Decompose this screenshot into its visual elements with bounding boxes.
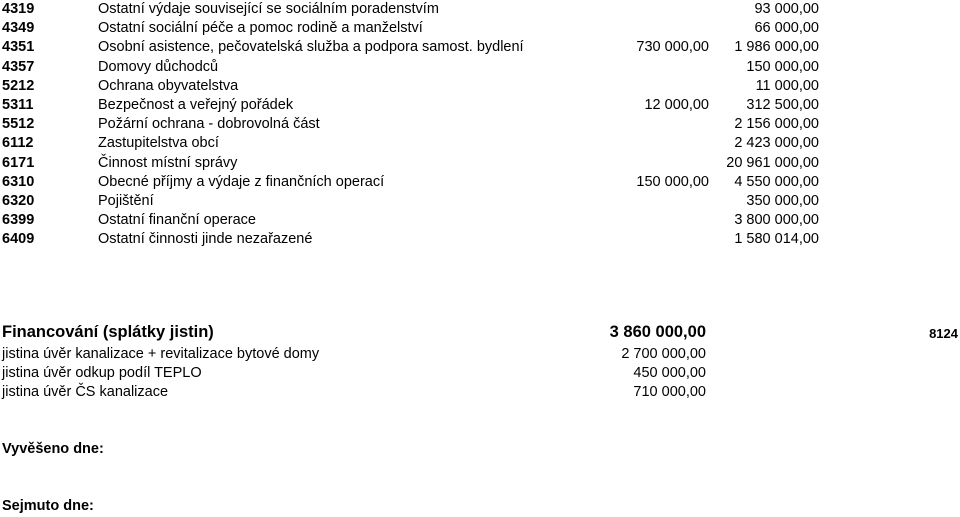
financing-item-amount: 450 000,00	[633, 365, 706, 381]
row-code: 5311	[2, 96, 34, 113]
financing-item-amount: 710 000,00	[633, 384, 706, 400]
row-name: Ochrana obyvatelstva	[98, 77, 239, 94]
table-row	[0, 192, 960, 211]
row-code: 4319	[2, 1, 35, 17]
row-amount-2: 2 423 000,00	[734, 135, 819, 152]
row-code: 4349	[2, 20, 35, 37]
financing-total: 3 860 000,00	[609, 323, 706, 341]
row-code: 4357	[2, 58, 35, 75]
financing-item-label: jistina úvěr kanalizace + revitalizace bytové domy	[2, 346, 320, 362]
table-row	[0, 77, 960, 96]
row-code: 6409	[2, 231, 35, 248]
row-amount-2: 20 961 000,00	[726, 154, 819, 171]
row-amount-2: 93 000,00	[754, 1, 819, 17]
table-row	[0, 0, 960, 19]
row-code: 5512	[2, 116, 35, 133]
budget-table	[0, 0, 960, 249]
row-code: 6112	[2, 135, 34, 152]
table-row	[0, 19, 960, 38]
row-name: Ostatní výdaje související se sociálním poradenstvím	[98, 1, 439, 17]
row-name: Činnost místní správy	[98, 154, 238, 171]
row-code: 6310	[2, 173, 35, 190]
financing-item-amount: 2 700 000,00	[621, 346, 706, 362]
row-amount-2: 312 500,00	[746, 96, 819, 113]
posted-date-label: Vyvěšeno dne:	[2, 441, 104, 457]
table-row	[0, 154, 960, 173]
financing-item	[0, 383, 960, 402]
row-amount-1: 730 000,00	[636, 39, 709, 56]
row-name: Domovy důchodců	[98, 58, 219, 75]
table-row	[0, 173, 960, 192]
row-amount-2: 2 156 000,00	[734, 116, 819, 133]
removed-date-label: Sejmuto dne:	[2, 498, 94, 514]
table-row	[0, 96, 960, 115]
row-name: Bezpečnost a veřejný pořádek	[98, 96, 294, 113]
table-row	[0, 58, 960, 77]
row-amount-2: 1 580 014,00	[734, 231, 819, 248]
table-row	[0, 115, 960, 134]
row-amount-1: 150 000,00	[636, 173, 709, 190]
row-name: Ostatní sociální péče a pomoc rodině a manželství	[98, 20, 423, 37]
row-amount-2: 66 000,00	[754, 20, 819, 37]
row-amount-2: 11 000,00	[755, 77, 819, 94]
row-amount-2: 150 000,00	[746, 58, 819, 75]
row-code: 5212	[2, 77, 35, 94]
row-code: 6320	[2, 192, 35, 209]
row-code: 4351	[2, 39, 35, 56]
row-name: Osobní asistence, pečovatelská služba a podpora samost. bydlení	[98, 39, 524, 56]
row-amount-2: 350 000,00	[746, 192, 819, 209]
row-amount-2: 3 800 000,00	[734, 212, 819, 229]
table-row	[0, 211, 960, 230]
financing-item-label: jistina úvěr odkup podíl TEPLO	[2, 365, 202, 381]
financing-item	[0, 345, 960, 364]
row-name: Obecné příjmy a výdaje z finančních operací	[98, 173, 385, 190]
financing-title: Financování (splátky jistin)	[2, 323, 214, 341]
row-code: 6171	[2, 154, 35, 171]
row-amount-2: 1 986 000,00	[734, 39, 819, 56]
financing-item-label: jistina úvěr ČS kanalizace	[2, 384, 169, 400]
row-name: Požární ochrana - dobrovolná část	[98, 116, 320, 133]
row-amount-1: 12 000,00	[644, 96, 709, 113]
financing-code: 8124	[929, 326, 958, 341]
row-amount-2: 4 550 000,00	[734, 173, 819, 190]
financing-item	[0, 364, 960, 383]
row-code: 6399	[2, 212, 35, 229]
row-name: Ostatní finanční operace	[98, 212, 256, 229]
row-name: Zastupitelstva obcí	[98, 135, 219, 152]
table-row	[0, 38, 960, 57]
row-name: Ostatní činnosti jinde nezařazené	[98, 231, 313, 248]
table-row	[0, 230, 960, 249]
row-name: Pojištění	[98, 192, 154, 209]
table-row	[0, 134, 960, 153]
